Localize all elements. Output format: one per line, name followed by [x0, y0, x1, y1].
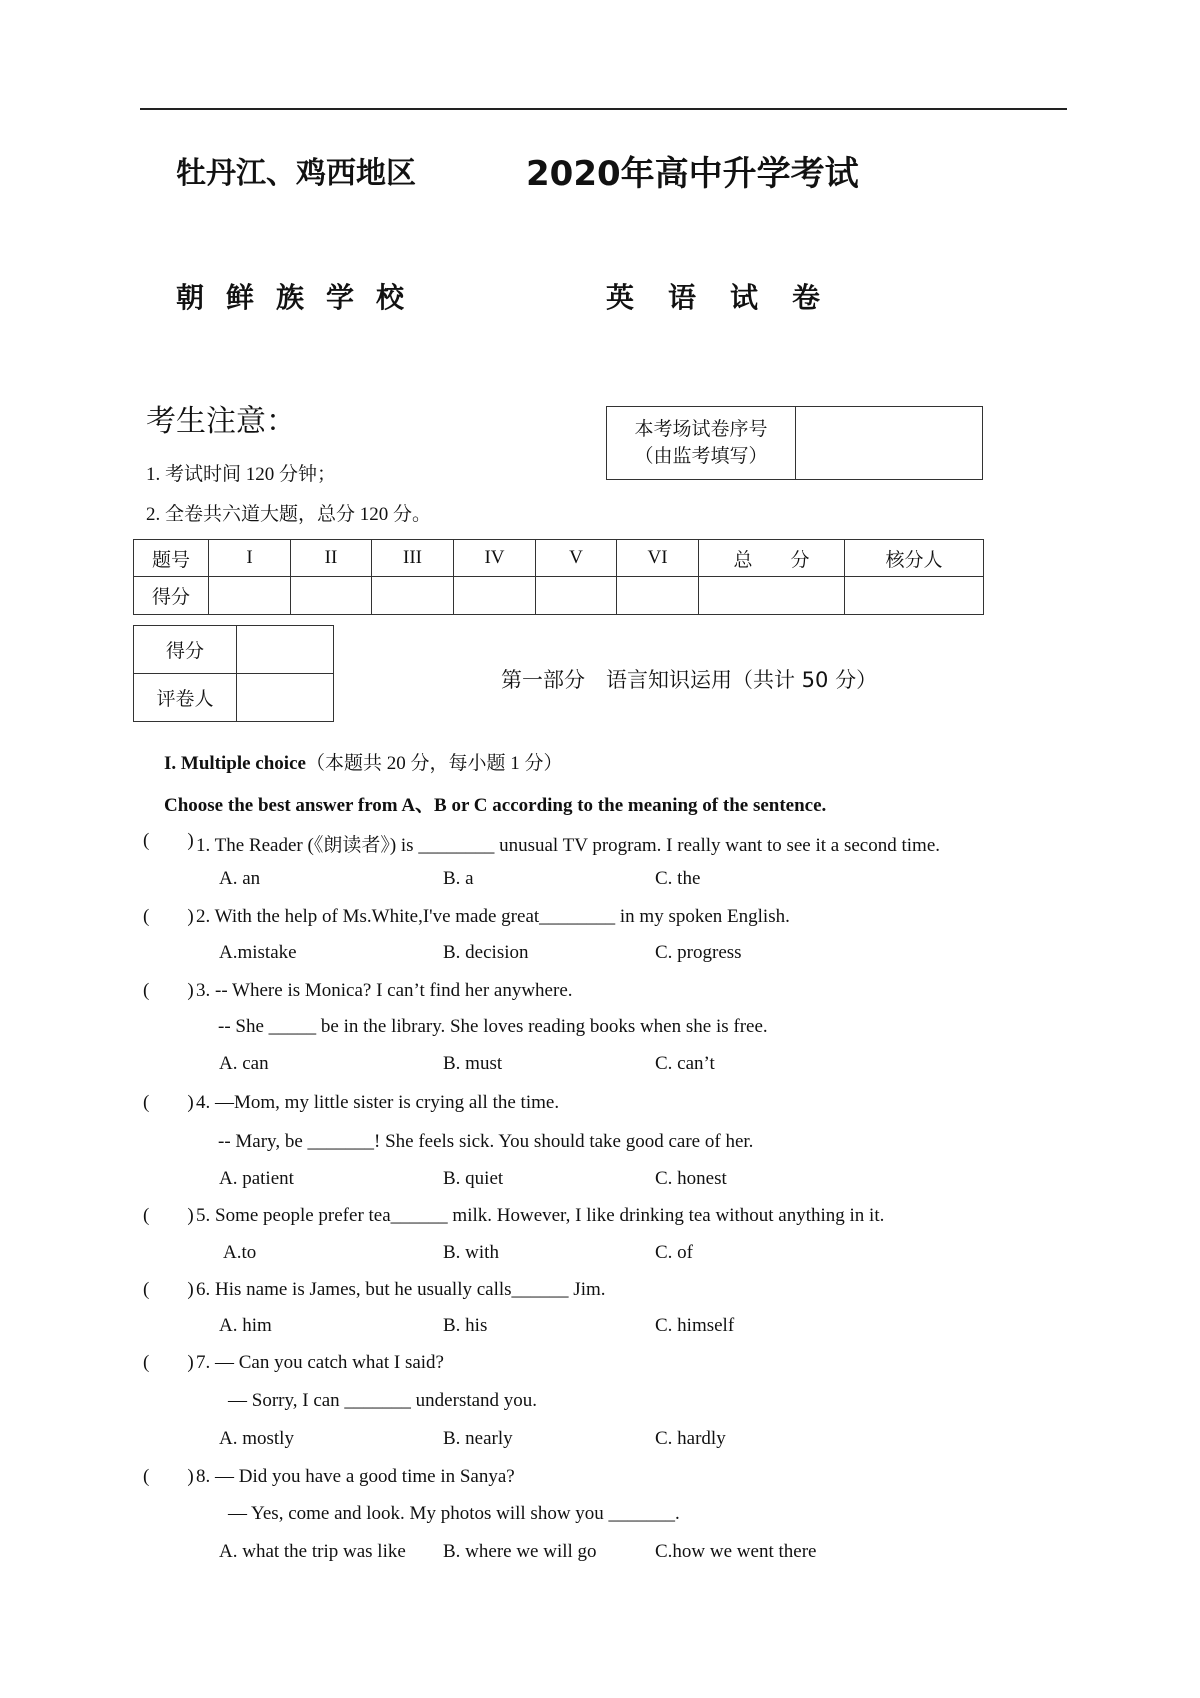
question-text: 1. The Reader (《朗读者》) is ________ unusual TV program. I really want to see it a second time.: [196, 835, 941, 856]
option-b[interactable]: B. a: [443, 868, 474, 889]
option-c[interactable]: C. can’t: [655, 1053, 715, 1074]
option-b[interactable]: B. nearly: [443, 1428, 513, 1449]
question-text: 3. -- Where is Monica? I can’t find her anywhere.: [196, 980, 573, 1001]
question-text-continued: -- Mary, be _______! She feels sick. You should take good care of her.: [218, 1131, 754, 1152]
section-instruction: Choose the best answer from A、B or C according to the meaning of the sentence.: [164, 795, 827, 816]
question-text: 2. With the help of Ms.White,I've made great________ in my spoken English.: [196, 906, 790, 927]
grader-name-field[interactable]: [237, 674, 334, 722]
option-b[interactable]: B. with: [443, 1242, 499, 1263]
notice-item: 2. 全卷共六道大题，总分 120 分。: [146, 504, 432, 525]
seat-number-box: [606, 406, 983, 480]
question-text: 5. Some people prefer tea______ milk. However, I like drinking tea without anything in it.: [196, 1205, 885, 1226]
question-text: 8. — Did you have a good time in Sanya?: [196, 1466, 515, 1487]
option-c[interactable]: C. progress: [655, 942, 742, 963]
score-header: 题号: [134, 540, 209, 577]
score-header: 核分人: [845, 540, 984, 577]
subject-title: 英语试卷: [606, 281, 855, 314]
score-header: II: [291, 540, 372, 577]
score-header: IV: [454, 540, 536, 577]
answer-blank[interactable]: ( ): [143, 1092, 194, 1113]
score-cell[interactable]: [291, 577, 372, 615]
score-cell[interactable]: [372, 577, 454, 615]
section-title: [164, 748, 562, 775]
question-text: 7. — Can you catch what I said?: [196, 1352, 444, 1373]
option-c[interactable]: C. honest: [655, 1168, 727, 1189]
option-c[interactable]: C. the: [655, 868, 701, 889]
score-table: [133, 539, 984, 615]
score-header: V: [536, 540, 617, 577]
score-header: VI: [617, 540, 699, 577]
answer-blank[interactable]: ( ): [143, 1279, 194, 1300]
option-c[interactable]: C. himself: [655, 1315, 735, 1336]
option-b[interactable]: B. decision: [443, 942, 529, 963]
question-text-continued: — Sorry, I can _______ understand you.: [228, 1390, 538, 1411]
option-a[interactable]: A. mostly: [219, 1428, 294, 1449]
score-header: 总 分: [699, 540, 845, 577]
section-title-en: I. Multiple choice: [164, 753, 306, 774]
option-a[interactable]: A.mistake: [219, 942, 297, 963]
grader-score-field[interactable]: [237, 626, 334, 674]
grader-box: [133, 625, 334, 722]
option-a[interactable]: A. what the trip was like: [219, 1541, 406, 1562]
question-text-continued: -- She _____ be in the library. She loves reading books when she is free.: [218, 1016, 768, 1037]
option-b[interactable]: B. his: [443, 1315, 488, 1336]
option-a[interactable]: A.to: [223, 1242, 257, 1263]
answer-blank[interactable]: ( ): [143, 1205, 194, 1226]
exam-title: 2020年高中升学考试: [526, 154, 859, 194]
score-cell[interactable]: [209, 577, 291, 615]
score-row-label: 得分: [134, 577, 209, 615]
option-a[interactable]: A. him: [219, 1315, 272, 1336]
score-cell[interactable]: [454, 577, 536, 615]
option-b[interactable]: B. must: [443, 1053, 503, 1074]
option-c[interactable]: C. of: [655, 1242, 693, 1263]
score-cell[interactable]: [536, 577, 617, 615]
question-text: 4. —Mom, my little sister is crying all the time.: [196, 1092, 560, 1113]
answer-blank[interactable]: ( ): [143, 980, 194, 1001]
seat-number-label: 本考场试卷序号 （由监考填写）: [607, 407, 796, 480]
grader-name-label: 评卷人: [134, 674, 237, 722]
top-rule: [140, 108, 1067, 110]
score-header: I: [209, 540, 291, 577]
question-text: 6. His name is James, but he usually calls______ Jim.: [196, 1279, 606, 1300]
region-title: 牡丹江、鸡西地区: [176, 156, 416, 191]
option-b[interactable]: B. quiet: [443, 1168, 504, 1189]
answer-blank[interactable]: ( ): [143, 830, 194, 851]
answer-blank[interactable]: ( ): [143, 1466, 194, 1487]
answer-blank[interactable]: ( ): [143, 1352, 194, 1373]
part-title: 第一部分 语言知识运用（共计 50 分）: [501, 668, 878, 692]
section-title-cn: （本题共 20 分，每小题 1 分）: [305, 753, 563, 774]
notice-item: 1. 考试时间 120 分钟；: [146, 464, 337, 485]
answer-blank[interactable]: ( ): [143, 906, 194, 927]
score-cell[interactable]: [845, 577, 984, 615]
option-c[interactable]: C. hardly: [655, 1428, 726, 1449]
score-cell[interactable]: [699, 577, 845, 615]
option-a[interactable]: A. an: [219, 868, 261, 889]
score-header: III: [372, 540, 454, 577]
score-cell[interactable]: [617, 577, 699, 615]
notice-title: 考生注意：: [146, 404, 296, 439]
option-c[interactable]: C.how we went there: [655, 1541, 817, 1562]
option-a[interactable]: A. patient: [219, 1168, 294, 1189]
school-title: 朝鲜族学校: [176, 281, 427, 314]
option-a[interactable]: A. can: [219, 1053, 269, 1074]
question-text-continued: — Yes, come and look. My photos will show you _______.: [228, 1503, 680, 1524]
option-b[interactable]: B. where we will go: [443, 1541, 597, 1562]
seat-number-field[interactable]: [796, 407, 983, 480]
grader-score-label: 得分: [134, 626, 237, 674]
